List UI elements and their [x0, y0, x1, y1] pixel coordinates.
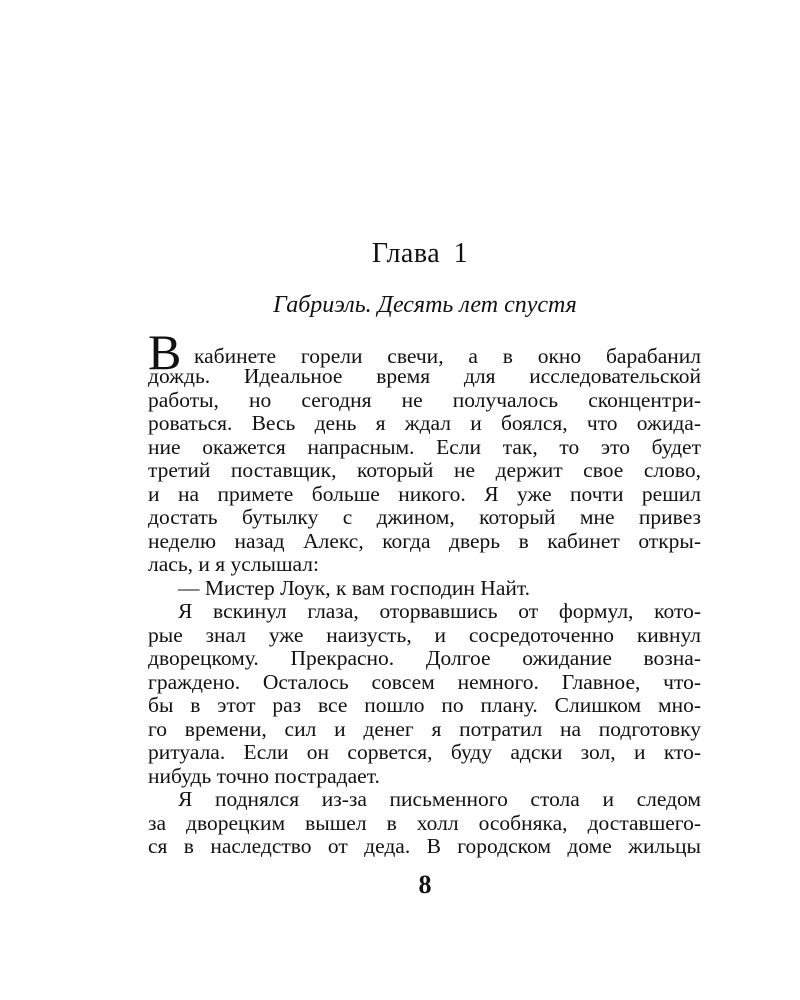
text-line: лась, и я услышал: [148, 552, 319, 576]
chapter-title: Глава 1 [371, 238, 469, 269]
paragraph-start-line: Я поднялся из-за письменного стола и следом [178, 787, 701, 811]
page-number: 8 [418, 870, 432, 899]
text-line: ся в наследство от деда. В городском доме жильцы [148, 834, 701, 858]
text-line: бы в этот раз все пошло по плану. Слишком мно- [148, 693, 701, 717]
text-line: рые знал уже наизусть, и сосредоточенно кивнул [148, 622, 701, 647]
text-line-content: кабинете горели свечи, а в окно барабанил [194, 344, 701, 368]
text-line: дворецкому. Прекрасно. Долгое ожидание возна- [148, 646, 701, 670]
chapter-subtitle: Габриэль. Десять лет спустя [273, 292, 577, 318]
text-line: граждено. Осталось совсем немного. Главное, что- [148, 669, 701, 694]
text-line: ритуала. Если он сорвется, буду адски зол, и кто- [148, 740, 701, 764]
text-line: роваться. Весь день я ждал и боялся, что ожида- [148, 411, 701, 435]
dialogue-line: — Мистер Лоук, к вам господин Найт. [178, 575, 531, 600]
text-line: достать бутылку с джином, который мне привез [148, 505, 701, 529]
chapter-text [148, 324, 701, 859]
text-line: третий поставщик, который не держит свое слово, [148, 458, 701, 482]
text-line: за дворецким вышел в холл особняка, доставшего- [148, 810, 701, 835]
text-line: ние окажется напрасным. Если так, то это будет [148, 434, 701, 459]
paragraph-start-line: Я вскинул глаза, оторвавшись от формул, кото- [178, 599, 701, 623]
text-line: и на примете больше никого. Я уже почти решил [148, 481, 701, 506]
text-line: нибудь точно пострадает. [148, 763, 380, 788]
text-line: неделю назад Алекс, когда дверь в кабинет откры- [148, 528, 701, 553]
drop-cap: В [148, 324, 182, 380]
text-line: дождь. Идеальное время для исследовательской [148, 364, 701, 388]
text-line: го времени, сил и денег я потратил на подготовку [148, 716, 701, 741]
text-line: работы, но сегодня не получалось сконцентри- [148, 387, 701, 412]
